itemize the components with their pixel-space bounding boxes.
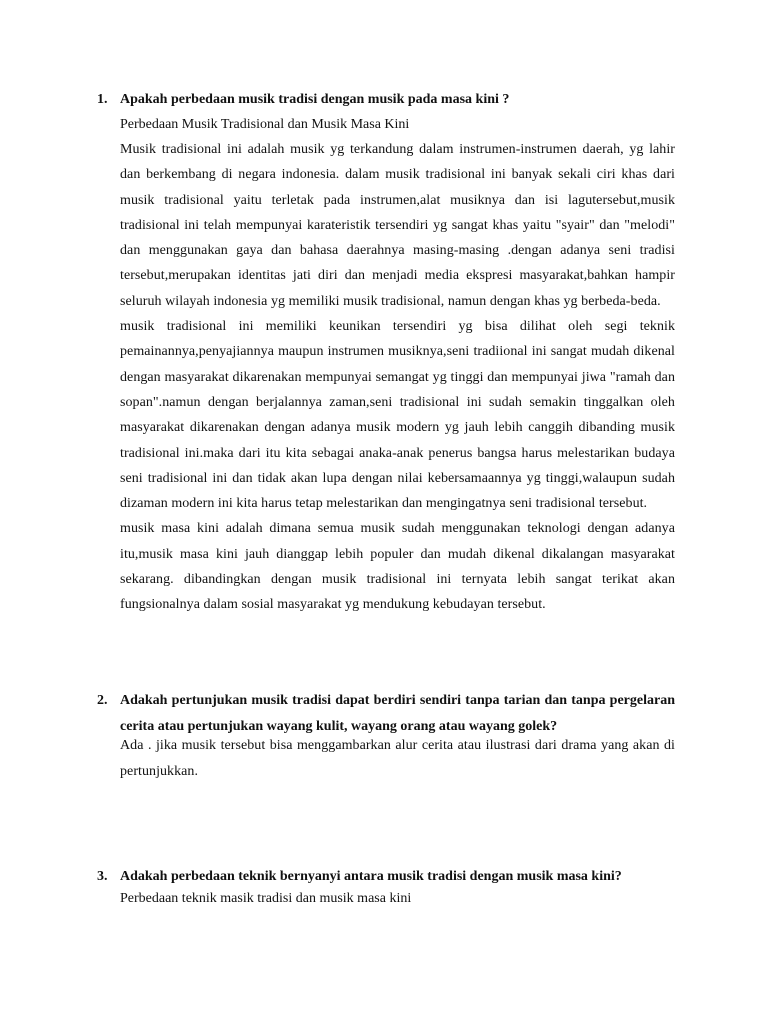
- question-2: [97, 688, 675, 785]
- question-number: 1.: [97, 92, 108, 107]
- question-title: Adakah perbedaan teknik bernyanyi antara musik tradisi dengan musik masa kini?: [120, 869, 622, 884]
- question-title: Adakah pertunjukan musik tradisi dapat berdiri sendiri tanpa tarian dan tanpa pergelaran cerita atau pertunjukan wayang kulit, wayang orang atau wayang golek?: [120, 693, 675, 734]
- answer-paragraph: musik tradisional ini memiliki keunikan tersendiri yg bisa dilihat oleh segi teknik pemainannya,penyajiannya maupun instrumen musiknya,seni tradiional ini sangat mudah dikenal dengan masyarakat dikarenakan mempunyai semangat yg tinggi dan mempunyai jiwa "ramah dan sopan".namun dengan berjalannya zaman,seni tradisional ini sudah semakin tinggalkan oleh masyarakat dikarenakan dengan adanya musik modern yg jauh lebih canggih dibanding musik tradisional ini.maka dari itu kita sebagai anaka-anak penerus bangsa harus melestarikan budaya seni tradisional ini dan tidak akan lupa dengan nilai kebersamaannya yg tinggi,walaupun sudah dizaman modern ini kita harus tetap melestarikan dan mengingatnya seni tradisional tersebut.: [120, 319, 675, 512]
- question-3: [97, 864, 675, 911]
- answer-paragraph: musik masa kini adalah dimana semua musik sudah menggunakan teknologi dengan adanya itu,musik masa kini jauh dianggap lebih populer dan mudah dikenal dikalangan masyarakat sekarang. dibandingkan dengan musik tradisional ini ternyata lebih sangat terikat akan fungsionalnya dalam sosial masyarakat yg mendukung kebudayan tersebut.: [120, 521, 675, 613]
- question-number: 3.: [97, 869, 108, 884]
- question-1: [97, 87, 675, 618]
- answer-paragraph: Ada . jika musik tersebut bisa menggambarkan alur cerita atau ilustrasi dari drama yang akan di pertunjukkan.: [120, 738, 675, 779]
- question-number: 2.: [97, 693, 108, 708]
- answer-subtitle: Perbedaan teknik masik tradisi dan musik masa kini: [120, 891, 412, 906]
- answer-paragraph: Musik tradisional ini adalah musik yg terkandung dalam instrumen-instrumen daerah, yg lahir dan berkembang di negara indonesia. dalam musik tradisional ini banyak sekali ciri khas dari musik tradisional yaitu terletak pada instrumen,alat musiknya dan isi lagutersebut,musik tradisional ini telah mempunyai karateristik tersendiri yg sangat khas yaitu "syair" dan "melodi" dan menggunakan gaya dan bahasa daerahnya masing-masing .dengan adanya seni tradisi tersebut,merupakan identitas jati diri dan menjadi media ekspresi masyarakat,bahkan hampir seluruh wilayah indonesia yg memiliki musik tradisional, namun dengan khas yg berbeda-beda.: [120, 142, 675, 309]
- answer-subtitle: Perbedaan Musik Tradisional dan Musik Masa Kini: [120, 117, 410, 132]
- question-title: Apakah perbedaan musik tradisi dengan musik pada masa kini ?: [120, 92, 510, 107]
